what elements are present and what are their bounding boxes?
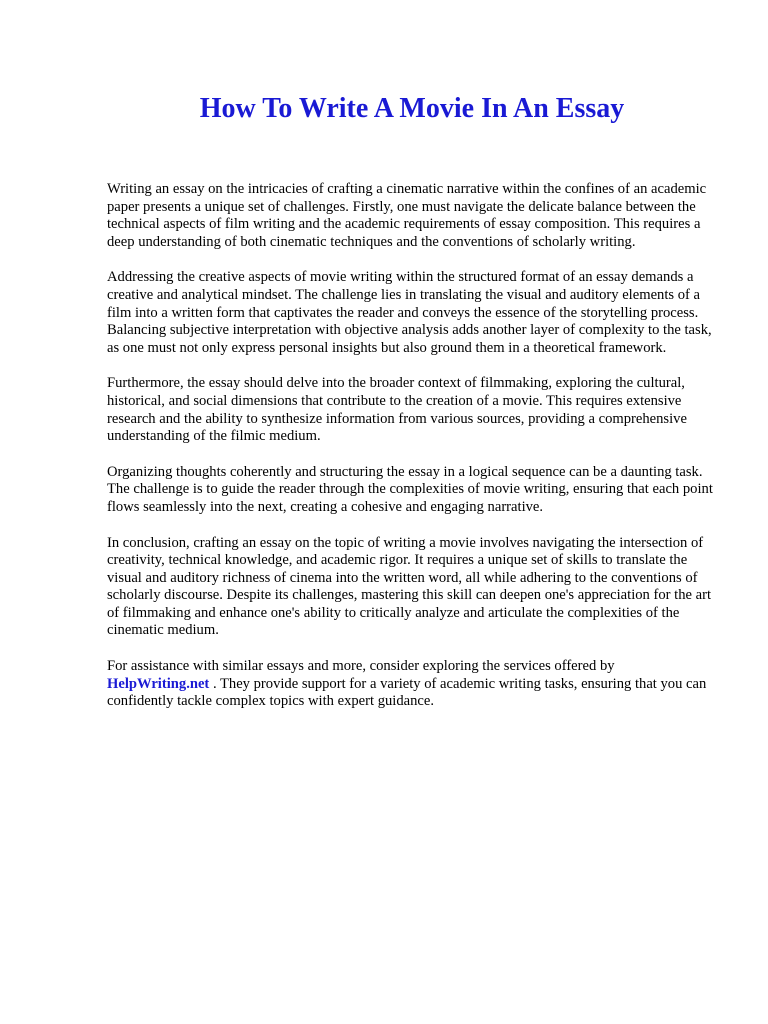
closing-text-before-link: For assistance with similar essays and more, consider exploring the services offered by bbox=[107, 658, 615, 675]
closing-text-after-link: . They provide support for a variety of academic writing tasks, ensuring that you can confidently tackle complex topics with expert guidance. bbox=[107, 675, 707, 710]
paragraph-organizing: Organizing thoughts coherently and structuring the essay in a logical sequence can be a daunting task. The challenge is to guide the reader through the complexities of movie writing, ensuring that each point flows seamlessly into the next, creating a cohesive and engaging narrative. bbox=[107, 463, 713, 515]
paragraph-creative-aspects: Addressing the creative aspects of movie writing within the structured format of an essay demands a creative and analytical mindset. The challenge lies in translating the visual and auditory elements of a film into a written form that captivates the reader and conveys the essence of the storytelling process. Balancing subjective interpretation with objective analysis adds another layer of complexity to the task, as one must not only express personal insights but also ground them in a theoretical framework. bbox=[107, 269, 712, 356]
paragraph-intro: Writing an essay on the intricacies of crafting a cinematic narrative within the confines of an academic paper presents a unique set of challenges. Firstly, one must navigate the delicate balance between the technical aspects of film writing and the academic requirements of essay composition. This requires a deep understanding of both cinematic techniques and the conventions of scholarly writing. bbox=[107, 181, 707, 250]
paragraph-closing bbox=[107, 658, 717, 711]
helpwriting-link[interactable]: HelpWriting.net bbox=[107, 675, 210, 692]
page-title: How To Write A Movie In An Essay bbox=[199, 93, 625, 124]
paragraph-conclusion: In conclusion, crafting an essay on the topic of writing a movie involves navigating the intersection of creativity, technical knowledge, and academic rigor. It requires a unique set of skills to translate the visual and auditory richness of cinema into the written word, all while adhering to the conventions of scholarly discourse. Despite its challenges, mastering this skill can deepen one's appreciation for the art of filmmaking and enhance one's ability to critically analyze and articulate the complexities of the cinematic medium. bbox=[107, 534, 712, 639]
paragraph-broader-context: Furthermore, the essay should delve into the broader context of filmmaking, exploring the cultural, historical, and social dimensions that contribute to the creation of a movie. This requires extensive research and the ability to synthesize information from various sources, providing a comprehensive understanding of the filmic medium. bbox=[107, 375, 687, 445]
essay-body bbox=[107, 181, 717, 729]
